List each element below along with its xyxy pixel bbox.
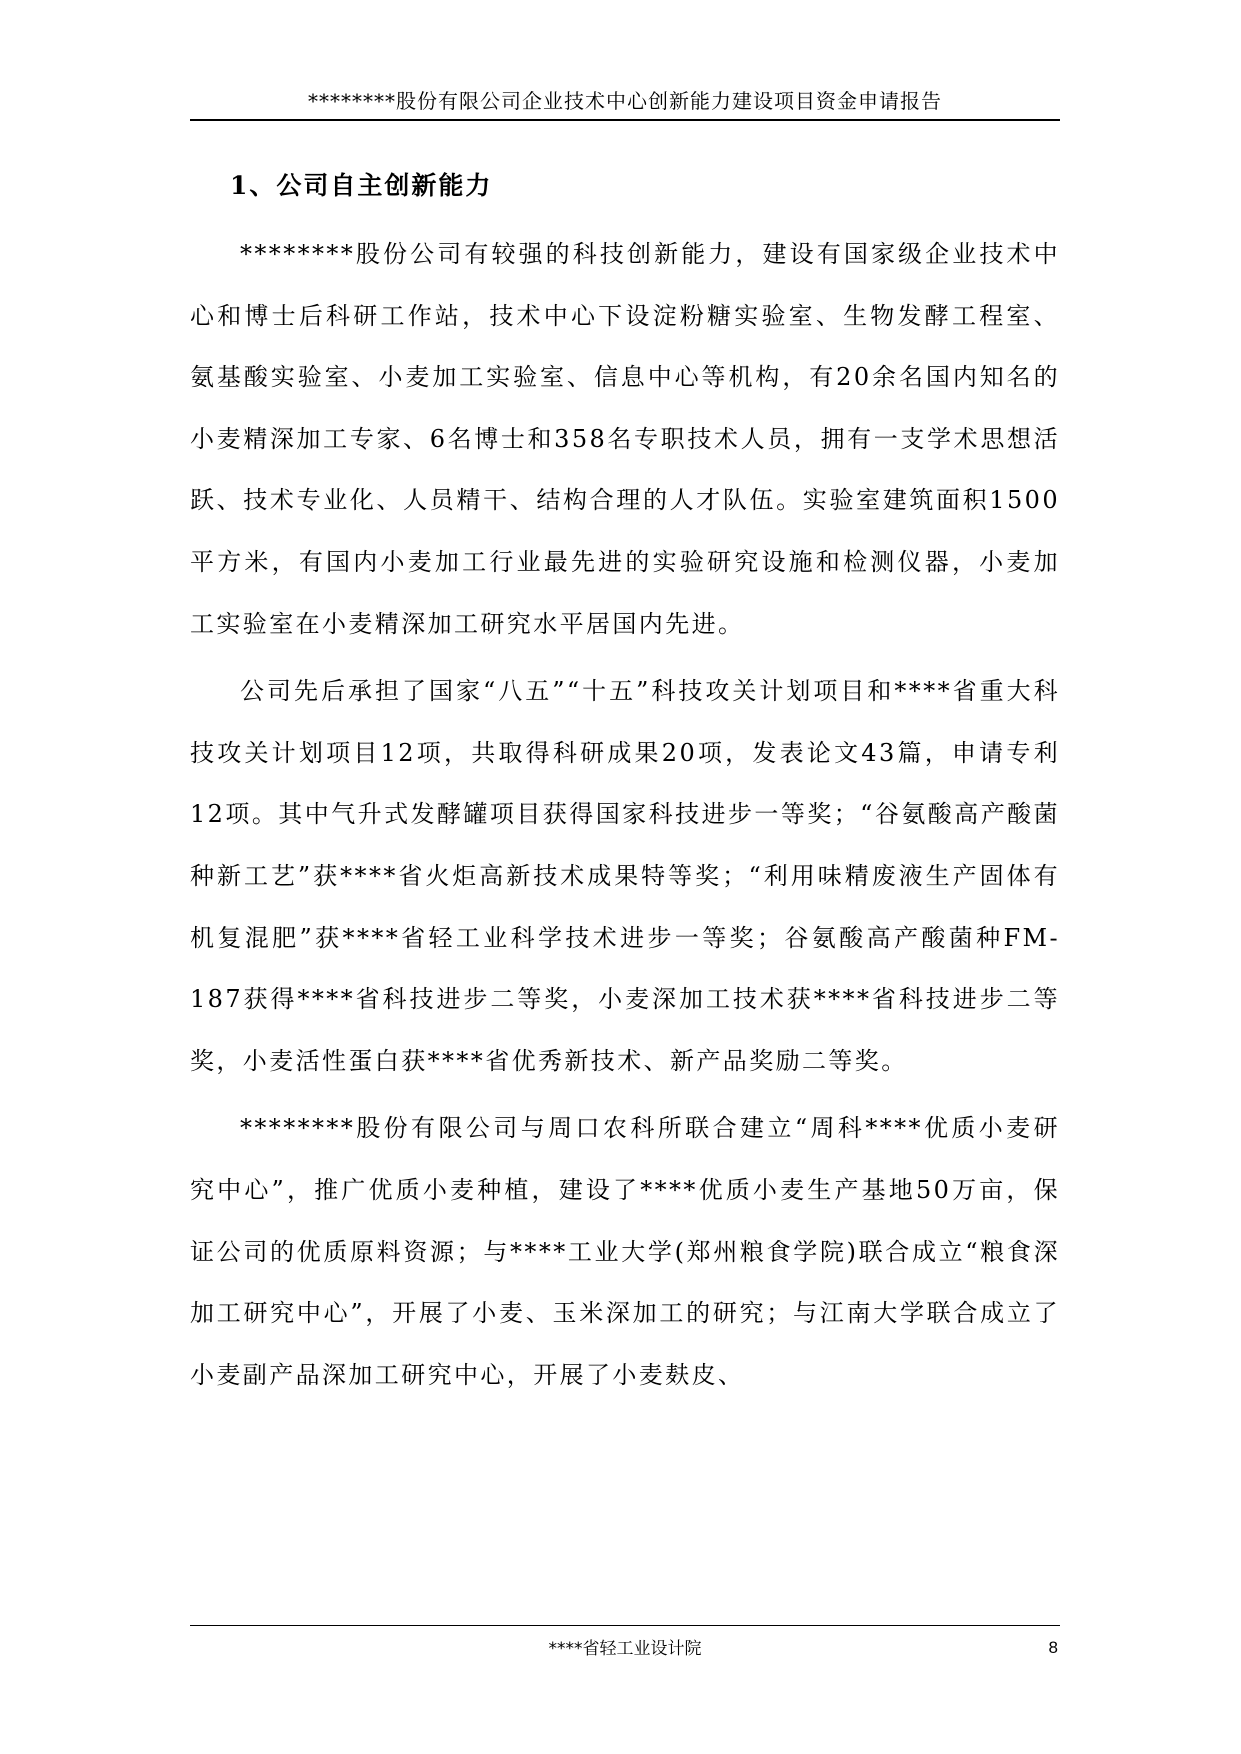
paragraph-partnerships: ********股份有限公司与周口农科所联合建立“周科****优质小麦研究中心”，推广优质小麦种植，建设了****优质小麦生产基地50万亩，保证公司的优质原料资源；与****工业大学(郑州粮食学院)联合成立“粮食深加工研究中心”，开展了小麦、玉米深加工的研究；与江南大学联合成立了小麦副产品深加工研究中心，开展了小麦麸皮、 xyxy=(190,1114,1060,1389)
paragraph-research-achievements: 公司先后承担了国家“八五”“十五”科技攻关计划项目和****省重大科技攻关计划项目12项，共取得科研成果20项，发表论文43篇，申请专利12项。其中气升式发酵罐项目获得国家科技进步一等奖；“谷氨酸高产酸菌种新工艺”获****省火炬高新技术成果特等奖；“利用味精废液生产固体有机复混肥”获****省轻工业科学技术进步一等奖；谷氨酸高产酸菌种FM-187获得****省科技进步二等奖，小麦深加工技术获****省科技进步二等奖，小麦活性蛋白获****省优秀新技术、新产品奖励二等奖。 xyxy=(190,677,1060,1075)
footer-organization: ****省轻工业设计院 xyxy=(548,1639,702,1659)
page-header: ********股份有限公司企业技术中心创新能力建设项目资金申请报告 xyxy=(308,89,942,113)
paragraph-innovation-capacity: ********股份公司有较强的科技创新能力，建设有国家级企业技术中心和博士后科研工作站，技术中心下设淀粉糖实验室、生物发酵工程室、氨基酸实验室、小麦加工实验室、信息中心等机构，有20余名国内知名的小麦精深加工专家、6名博士和358名专职技术人员，拥有一支学术思想活跃、技术专业化、人员精干、结构合理的人才队伍。实验室建筑面积1500平方米，有国内小麦加工行业最先进的实验研究设施和检测仪器，小麦加工实验室在小麦精深加工研究水平居国内先进。 xyxy=(190,240,1060,638)
footer-divider xyxy=(190,1625,1060,1626)
page-body xyxy=(190,158,1060,1412)
page-number: 8 xyxy=(1048,1638,1058,1657)
section-heading: 1、公司自主创新能力 xyxy=(230,171,493,200)
header-divider xyxy=(190,119,1060,121)
